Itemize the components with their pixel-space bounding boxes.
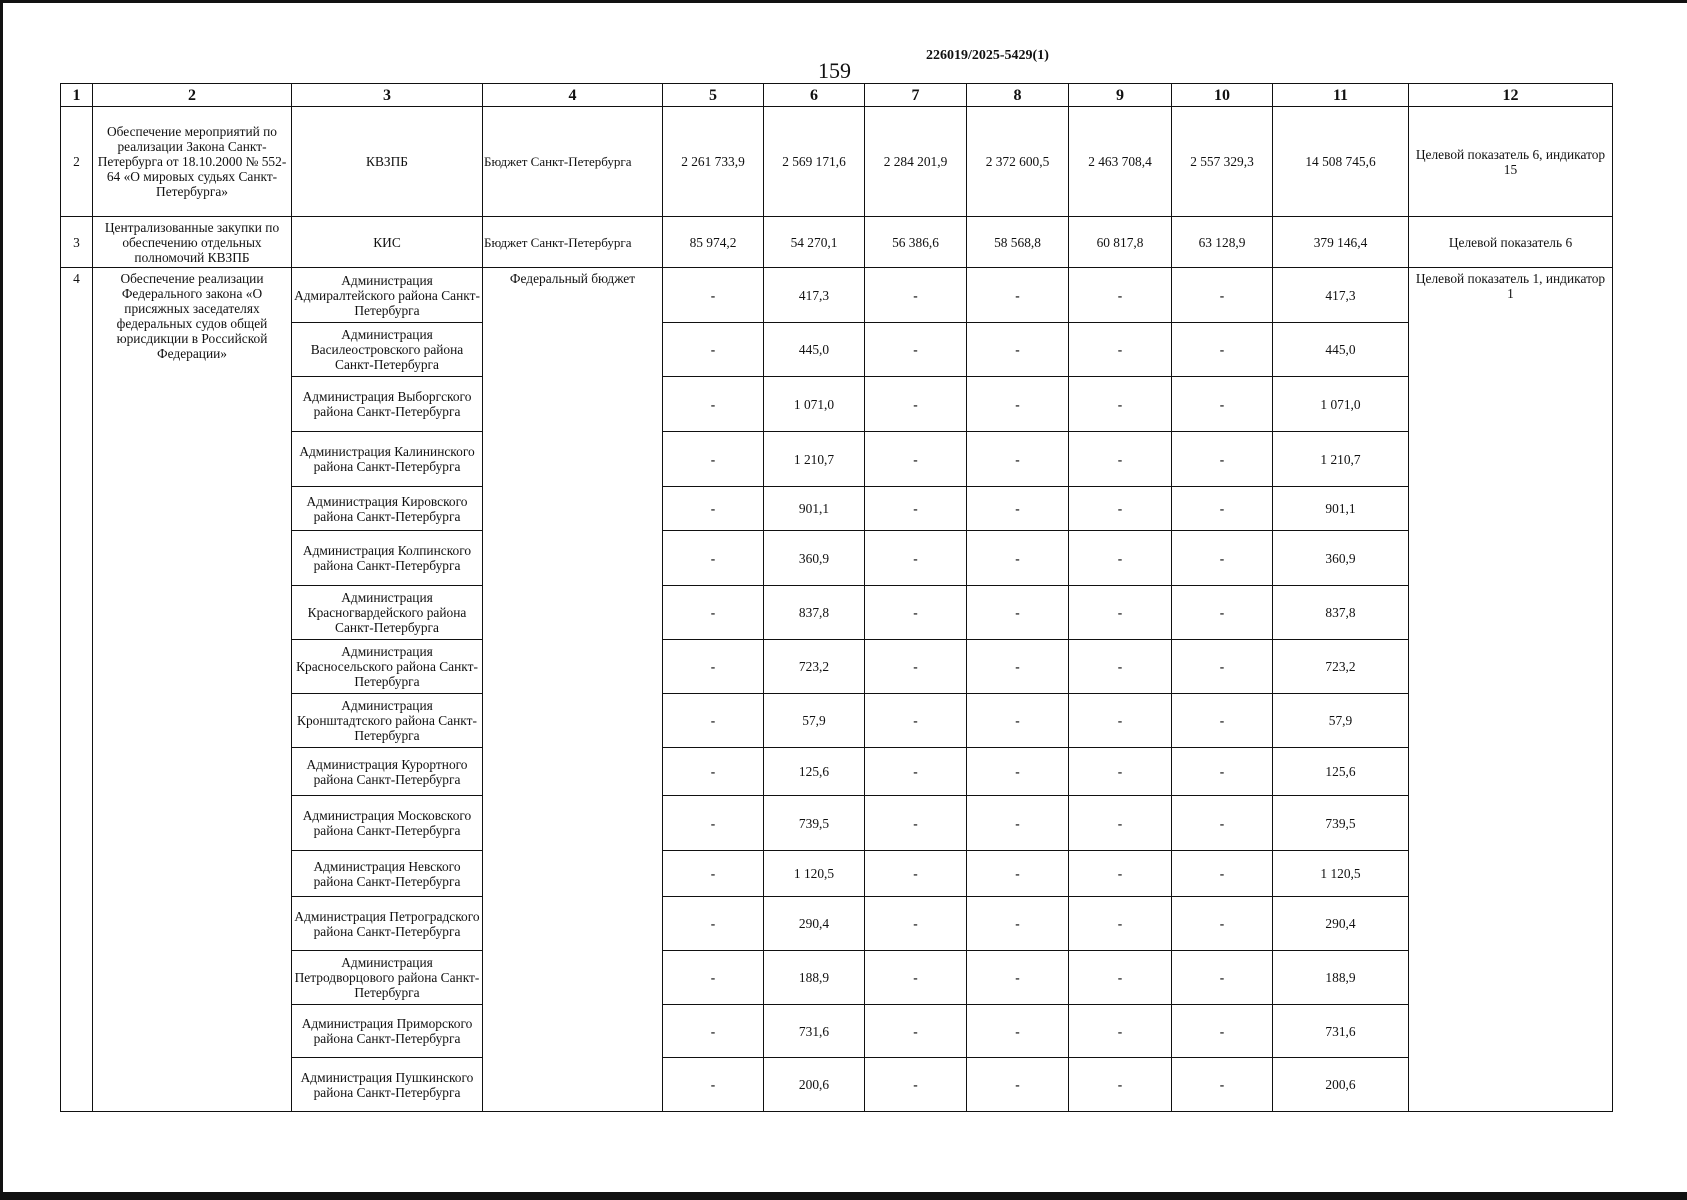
executor: Администрация Красносельского района Санкт-Петербурга bbox=[292, 640, 483, 694]
value-cell: - bbox=[865, 323, 967, 377]
value-cell: 360,9 bbox=[764, 531, 865, 586]
column-header: 12 bbox=[1409, 84, 1613, 107]
total-cell: 1 210,7 bbox=[1273, 432, 1409, 487]
value-cell: - bbox=[1172, 640, 1273, 694]
value-cell: - bbox=[865, 640, 967, 694]
value-cell: - bbox=[1172, 851, 1273, 897]
executor: Администрация Выборгского района Санкт-Петербурга bbox=[292, 377, 483, 432]
executor: Администрация Колпинского района Санкт-Петербурга bbox=[292, 531, 483, 586]
row-number: 3 bbox=[61, 217, 93, 268]
scan-border-top bbox=[0, 0, 1687, 3]
table-row bbox=[61, 1058, 1613, 1112]
value-cell: - bbox=[663, 796, 764, 851]
page-number: 159 bbox=[818, 58, 851, 83]
table-row bbox=[61, 951, 1613, 1005]
value-cell: - bbox=[1069, 796, 1172, 851]
total-cell: 723,2 bbox=[1273, 640, 1409, 694]
executor: КВЗПБ bbox=[292, 107, 483, 217]
value-cell: - bbox=[865, 694, 967, 748]
scan-border-left bbox=[0, 0, 3, 1200]
value-cell: 60 817,8 bbox=[1069, 217, 1172, 268]
program-table bbox=[60, 83, 1613, 1112]
value-cell: - bbox=[1172, 377, 1273, 432]
value-cell: - bbox=[865, 487, 967, 531]
table-row bbox=[61, 586, 1613, 640]
value-cell: - bbox=[967, 897, 1069, 951]
value-cell: - bbox=[1069, 323, 1172, 377]
executor: Администрация Кировского района Санкт-Петербурга bbox=[292, 487, 483, 531]
column-header: 7 bbox=[865, 84, 967, 107]
value-cell: - bbox=[1172, 796, 1273, 851]
value-cell: 2 284 201,9 bbox=[865, 107, 967, 217]
table-row bbox=[61, 748, 1613, 796]
total-cell: 739,5 bbox=[1273, 796, 1409, 851]
total-cell: 901,1 bbox=[1273, 487, 1409, 531]
value-cell: 58 568,8 bbox=[967, 217, 1069, 268]
value-cell: - bbox=[1172, 432, 1273, 487]
total-cell: 1 071,0 bbox=[1273, 377, 1409, 432]
table-row bbox=[61, 640, 1613, 694]
value-cell: - bbox=[1069, 851, 1172, 897]
column-header: 6 bbox=[764, 84, 865, 107]
value-cell: - bbox=[865, 377, 967, 432]
value-cell: - bbox=[865, 897, 967, 951]
value-cell: - bbox=[663, 748, 764, 796]
value-cell: - bbox=[1172, 951, 1273, 1005]
value-cell: 57,9 bbox=[764, 694, 865, 748]
executor: Администрация Петродворцового района Санкт-Петербурга bbox=[292, 951, 483, 1005]
value-cell: - bbox=[1069, 748, 1172, 796]
value-cell: - bbox=[865, 531, 967, 586]
value-cell: - bbox=[967, 851, 1069, 897]
total-cell: 731,6 bbox=[1273, 1005, 1409, 1058]
value-cell: 731,6 bbox=[764, 1005, 865, 1058]
column-header: 8 bbox=[967, 84, 1069, 107]
total-cell: 200,6 bbox=[1273, 1058, 1409, 1112]
value-cell: - bbox=[1069, 897, 1172, 951]
executor: Администрация Адмиралтейского района Санкт-Петербурга bbox=[292, 268, 483, 323]
value-cell: 739,5 bbox=[764, 796, 865, 851]
value-cell: - bbox=[663, 1005, 764, 1058]
value-cell: - bbox=[663, 694, 764, 748]
value-cell: - bbox=[1069, 1005, 1172, 1058]
value-cell: - bbox=[865, 1005, 967, 1058]
row-number: 4 bbox=[61, 268, 93, 1112]
column-header: 5 bbox=[663, 84, 764, 107]
table-row bbox=[61, 531, 1613, 586]
total-cell: 14 508 745,6 bbox=[1273, 107, 1409, 217]
value-cell: - bbox=[663, 323, 764, 377]
value-cell: 2 557 329,3 bbox=[1172, 107, 1273, 217]
value-cell: - bbox=[663, 487, 764, 531]
executor: КИС bbox=[292, 217, 483, 268]
value-cell: 2 569 171,6 bbox=[764, 107, 865, 217]
column-header: 1 bbox=[61, 84, 93, 107]
indicator: Целевой показатель 1, индикатор 1 bbox=[1409, 268, 1613, 1112]
value-cell: - bbox=[865, 432, 967, 487]
executor: Администрация Красногвардейского района Санкт-Петербурга bbox=[292, 586, 483, 640]
value-cell: - bbox=[1172, 323, 1273, 377]
column-header: 2 bbox=[93, 84, 292, 107]
value-cell: 290,4 bbox=[764, 897, 865, 951]
value-cell: - bbox=[663, 640, 764, 694]
total-cell: 290,4 bbox=[1273, 897, 1409, 951]
value-cell: - bbox=[967, 323, 1069, 377]
value-cell: - bbox=[1069, 694, 1172, 748]
value-cell: - bbox=[1172, 586, 1273, 640]
funding-source: Бюджет Санкт-Петербурга bbox=[483, 217, 663, 268]
executor: Администрация Василеостровского района Санкт-Петербурга bbox=[292, 323, 483, 377]
total-cell: 125,6 bbox=[1273, 748, 1409, 796]
document-id: 226019/2025-5429(1) bbox=[926, 48, 1049, 63]
table-row bbox=[61, 897, 1613, 951]
total-cell: 417,3 bbox=[1273, 268, 1409, 323]
column-header: 9 bbox=[1069, 84, 1172, 107]
table-row bbox=[61, 796, 1613, 851]
value-cell: - bbox=[865, 268, 967, 323]
funding-source: Бюджет Санкт-Петербурга bbox=[483, 107, 663, 217]
table-row bbox=[61, 107, 1613, 217]
indicator: Целевой показатель 6, индикатор 15 bbox=[1409, 107, 1613, 217]
value-cell: - bbox=[967, 951, 1069, 1005]
total-cell: 188,9 bbox=[1273, 951, 1409, 1005]
value-cell: 901,1 bbox=[764, 487, 865, 531]
column-header: 10 bbox=[1172, 84, 1273, 107]
table-row bbox=[61, 851, 1613, 897]
value-cell: - bbox=[1172, 897, 1273, 951]
activity-name: Обеспечение мероприятий по реализации Закона Санкт-Петербурга от 18.10.2000 № 552-64 «О мировых судьях Санкт-Петербурга» bbox=[93, 107, 292, 217]
value-cell: 200,6 bbox=[764, 1058, 865, 1112]
value-cell: 723,2 bbox=[764, 640, 865, 694]
value-cell: - bbox=[1172, 748, 1273, 796]
column-number-row bbox=[61, 84, 1613, 107]
value-cell: - bbox=[663, 851, 764, 897]
executor: Администрация Кронштадтского района Санкт-Петербурга bbox=[292, 694, 483, 748]
value-cell: - bbox=[663, 1058, 764, 1112]
value-cell: 2 463 708,4 bbox=[1069, 107, 1172, 217]
value-cell: 1 120,5 bbox=[764, 851, 865, 897]
value-cell: - bbox=[967, 531, 1069, 586]
value-cell: - bbox=[663, 531, 764, 586]
table-row bbox=[61, 268, 1613, 323]
value-cell: - bbox=[1069, 487, 1172, 531]
executor: Администрация Приморского района Санкт-Петербурга bbox=[292, 1005, 483, 1058]
value-cell: 85 974,2 bbox=[663, 217, 764, 268]
total-cell: 445,0 bbox=[1273, 323, 1409, 377]
value-cell: - bbox=[865, 796, 967, 851]
value-cell: 188,9 bbox=[764, 951, 865, 1005]
value-cell: 125,6 bbox=[764, 748, 865, 796]
value-cell: - bbox=[967, 796, 1069, 851]
value-cell: - bbox=[967, 268, 1069, 323]
value-cell: - bbox=[865, 1058, 967, 1112]
value-cell: 445,0 bbox=[764, 323, 865, 377]
value-cell: - bbox=[967, 1058, 1069, 1112]
column-header: 4 bbox=[483, 84, 663, 107]
value-cell: - bbox=[865, 586, 967, 640]
value-cell: - bbox=[663, 268, 764, 323]
table-row bbox=[61, 1005, 1613, 1058]
value-cell: - bbox=[967, 748, 1069, 796]
value-cell: - bbox=[1069, 377, 1172, 432]
value-cell: - bbox=[1172, 1058, 1273, 1112]
total-cell: 837,8 bbox=[1273, 586, 1409, 640]
value-cell: - bbox=[1069, 586, 1172, 640]
executor: Администрация Московского района Санкт-Петербурга bbox=[292, 796, 483, 851]
value-cell: 63 128,9 bbox=[1172, 217, 1273, 268]
value-cell: 417,3 bbox=[764, 268, 865, 323]
table-row bbox=[61, 377, 1613, 432]
value-cell: 1 210,7 bbox=[764, 432, 865, 487]
total-cell: 1 120,5 bbox=[1273, 851, 1409, 897]
total-cell: 360,9 bbox=[1273, 531, 1409, 586]
table-row bbox=[61, 694, 1613, 748]
activity-name: Обеспечение реализации Федерального закона «О присяжных заседателях федеральных судов общей юрисдикции в Российской Федерации» bbox=[93, 268, 292, 1112]
value-cell: - bbox=[865, 951, 967, 1005]
value-cell: 1 071,0 bbox=[764, 377, 865, 432]
value-cell: - bbox=[663, 951, 764, 1005]
table-row bbox=[61, 432, 1613, 487]
table-row bbox=[61, 487, 1613, 531]
indicator: Целевой показатель 6 bbox=[1409, 217, 1613, 268]
value-cell: 54 270,1 bbox=[764, 217, 865, 268]
value-cell: - bbox=[1069, 432, 1172, 487]
executor: Администрация Пушкинского района Санкт-Петербурга bbox=[292, 1058, 483, 1112]
value-cell: - bbox=[967, 377, 1069, 432]
value-cell: 2 261 733,9 bbox=[663, 107, 764, 217]
value-cell: - bbox=[1172, 1005, 1273, 1058]
value-cell: - bbox=[967, 640, 1069, 694]
executor: Администрация Курортного района Санкт-Петербурга bbox=[292, 748, 483, 796]
value-cell: - bbox=[967, 432, 1069, 487]
value-cell: - bbox=[1172, 531, 1273, 586]
value-cell: - bbox=[1172, 268, 1273, 323]
value-cell: 2 372 600,5 bbox=[967, 107, 1069, 217]
activity-name: Централизованные закупки по обеспечению отдельных полномочий КВЗПБ bbox=[93, 217, 292, 268]
value-cell: - bbox=[967, 694, 1069, 748]
value-cell: - bbox=[663, 586, 764, 640]
value-cell: - bbox=[1172, 694, 1273, 748]
value-cell: - bbox=[967, 487, 1069, 531]
value-cell: - bbox=[663, 897, 764, 951]
row-number: 2 bbox=[61, 107, 93, 217]
executor: Администрация Невского района Санкт-Петербурга bbox=[292, 851, 483, 897]
value-cell: - bbox=[663, 377, 764, 432]
column-header: 11 bbox=[1273, 84, 1409, 107]
executor: Администрация Калининского района Санкт-Петербурга bbox=[292, 432, 483, 487]
total-cell: 379 146,4 bbox=[1273, 217, 1409, 268]
value-cell: - bbox=[967, 586, 1069, 640]
value-cell: - bbox=[1069, 951, 1172, 1005]
value-cell: - bbox=[663, 432, 764, 487]
value-cell: - bbox=[1069, 268, 1172, 323]
funding-source: Федеральный бюджет bbox=[483, 268, 663, 1112]
value-cell: - bbox=[865, 748, 967, 796]
column-header: 3 bbox=[292, 84, 483, 107]
value-cell: - bbox=[967, 1005, 1069, 1058]
value-cell: 837,8 bbox=[764, 586, 865, 640]
table-row bbox=[61, 323, 1613, 377]
value-cell: 56 386,6 bbox=[865, 217, 967, 268]
value-cell: - bbox=[1172, 487, 1273, 531]
scan-border-bottom bbox=[0, 1192, 1687, 1200]
value-cell: - bbox=[1069, 640, 1172, 694]
value-cell: - bbox=[865, 851, 967, 897]
value-cell: - bbox=[1069, 1058, 1172, 1112]
executor: Администрация Петроградского района Санкт-Петербурга bbox=[292, 897, 483, 951]
table-row bbox=[61, 217, 1613, 268]
value-cell: - bbox=[1069, 531, 1172, 586]
total-cell: 57,9 bbox=[1273, 694, 1409, 748]
